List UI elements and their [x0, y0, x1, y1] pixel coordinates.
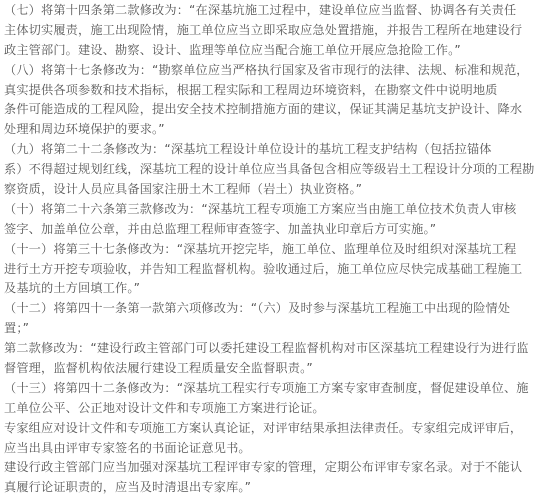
text-line: 察资质，设计人员应具备国家注册土木工程师（岩土）执业资格。” — [4, 182, 363, 197]
text-line: 政主管部门。建设、勘察、设计、监理等单位应当配合施工单位开展应急抢险工作。” — [4, 42, 461, 57]
text-line: 建设行政主管部门应当加强对深基坑工程评审专家的管理，定期公布评审专家名录。对于不能认 — [4, 460, 523, 475]
text-line: 专家组应对设计文件和专项施工方案认真论证，对评审结果承担法律责任。专家组完成评审后， — [4, 420, 523, 435]
text-line: 处理和周边环境保护的要求。” — [4, 122, 165, 137]
text-line: 真履行论证职责的，应当及时清退出专家库。” — [4, 480, 252, 495]
text-line: 系）不得超过规划红线，深基坑工程的设计单位应当具备包含相应等级岩土工程设计分项的工程勘 — [4, 162, 535, 177]
text-line: （十）将第二十六条第三款修改为：“深基坑工程专项施工方案应当由施工单位技术负责人审核 — [4, 201, 517, 216]
text-line: 置；” — [4, 321, 30, 336]
text-line: 条件可能造成的工程风险，提出安全技术控制措施方面的建议，保证其满足基坑支护设计、降水 — [4, 102, 523, 117]
text-line: （八）将第十七条修改为：“勘察单位应当严格执行国家及省市现行的法律、法规、标准和规范， — [4, 62, 529, 77]
text-line: 第二款修改为：“建设行政主管部门可以委托建设工程监督机构对市区深基坑工程建设行为进行监 — [4, 341, 529, 356]
text-line: （九）将第二十二条修改为：“深基坑工程设计单位设计的基坑工程支护结构（包括拉锚体 — [4, 142, 492, 157]
text-line: （十一）将第三十七条修改为：“深基坑开挖完毕，施工单位、监理单位及时组织对深基坑工程 — [4, 241, 517, 256]
text-line: 督管理，监督机构依法履行建设工程质量安全监督职责。” — [4, 361, 313, 376]
text-line: （十三）将第四十二条修改为：“深基坑工程实行专项施工方案专家审查制度，督促建设单位、施 — [4, 380, 529, 395]
text-line: 主体切实履责，施工出现险情，施工单位应当立即采取应急处置措施，并报告工程所在地建设行 — [4, 22, 523, 37]
text-line: （十二）将第四十一条第一款第六项修改为：“（六）及时参与深基坑工程施工中出现的险情处 — [4, 301, 511, 316]
text-line: 及基坑的土方回填工作。” — [4, 281, 141, 296]
text-line: 真实提供各项参数和技术指标，根据工程实际和工程周边环境资料，在勘察文件中说明地质 — [4, 82, 498, 97]
text-line: （七）将第十四条第二款修改为：“在深基坑施工过程中，建设单位应当监督、协调各有关责任 — [4, 3, 517, 17]
text-line: 应当出具由评审专家签名的书面论证意见书。 — [4, 440, 251, 455]
text-line: 签字、加盖单位公章，并由总监理工程师审查签字、加盖执业印章后方可实施。” — [4, 221, 437, 236]
text-line: 工单位公平、公正地对设计文件和专项施工方案进行论证。 — [4, 400, 325, 415]
text-line: 进行土方开挖专项验收，并告知工程监督机构。验收通过后，施工单位应尽快完成基础工程施工 — [4, 261, 523, 276]
